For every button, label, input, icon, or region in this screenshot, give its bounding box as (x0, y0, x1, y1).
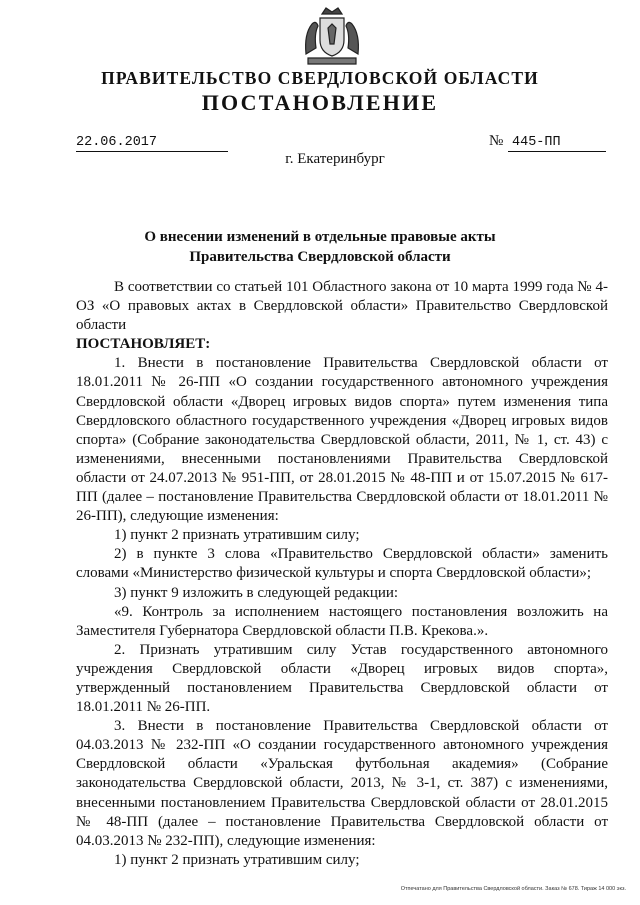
government-heading: ПРАВИТЕЛЬСТВО СВЕРДЛОВСКОЙ ОБЛАСТИ (101, 68, 539, 88)
document-title (0, 227, 640, 267)
paragraph-subitem: 2) в пункте 3 слова «Правительство Свердловской области» заменить словами «Министерство физической культуры и спорта Свердловской области»; (76, 546, 608, 582)
paragraph-preamble: В соответствии со статьей 101 Областного закона от 10 марта 1999 года № 4-ОЗ «О правовых актах в Свердловской области» Правительство Свердловской области (76, 279, 608, 334)
title-line-2: Правительства Свердловской области (189, 249, 451, 265)
title-line-1: О внесении изменений в отдельные правовые акты (144, 229, 496, 245)
paragraph-item-1: 1. Внести в постановление Правительства Свердловской области от 18.01.2011 № 26-ПП «О создании государственного автономного учреждения Свердловской области «Дворец игровых видов спорта» путем изменения типа Свердловского областного государственного учреждения «Дворец игровых видов спорта» (Собрание законодательства Свердловской области, 2011, № 1, ст. 43) с изменениями, внесенными постановлениями Правительства Свердловской области от 24.07.2013 № 951-ПП, от 28.01.2015 № 48-ПП и от 15.07.2015 № 617-ПП (далее – постановление Правительства Свердловской области от 18.01.2011 № 26-ПП), следующие изменения: (76, 355, 608, 525)
paragraph-item-2: 2. Признать утратившим силу Устав государственного автономного учреждения Свердловской области «Дворец игровых видов спорта», утвержденный постановлением Правительства Свердловской области от 18.01.2011 № 26-ПП. (76, 641, 608, 716)
paragraph-subitem: 1) пункт 2 признать утратившим силу; (114, 851, 360, 868)
document-date: 22.06.2017 (76, 135, 228, 152)
print-footer: Отпечатано для Правительства Свердловской области. Заказ № 678. Тираж 14 000 экз. (400, 886, 626, 892)
document-type: ПОСТАНОВЛЕНИЕ (201, 90, 439, 115)
city: г. Екатеринбург (285, 151, 385, 167)
document-body (76, 278, 608, 870)
paragraph-subitem: 1) пункт 2 признать утратившим силу; (114, 527, 360, 544)
paragraph-resolves: ПОСТАНОВЛЯЕТ: (76, 336, 211, 353)
coat-of-arms-icon (298, 4, 366, 68)
paragraph-quote: «9. Контроль за исполнением настоящего постановления возложить на Заместителя Губернатора Свердловской области П.В. Крекова.». (76, 603, 608, 639)
number-sign: № (489, 133, 504, 149)
paragraph-item-3: 3. Внести в постановление Правительства Свердловской области от 04.03.2013 № 232-ПП «О создании государственного автономного учреждения Свердловской области «Уральская футбольная академия» (Собрание законодательства Свердловской области, 2013, № 3-1, ст. 387) с изменениями, внесенными постановлением Правительства Свердловской области от 28.01.2015 № 48-ПП (далее – постановление Правительства Свердловской области от 04.03.2013 № 232-ПП), следующие изменения: (76, 718, 608, 849)
document-number: 445-ПП (508, 135, 606, 152)
paragraph-subitem: 3) пункт 9 изложить в следующей редакции: (114, 584, 399, 601)
